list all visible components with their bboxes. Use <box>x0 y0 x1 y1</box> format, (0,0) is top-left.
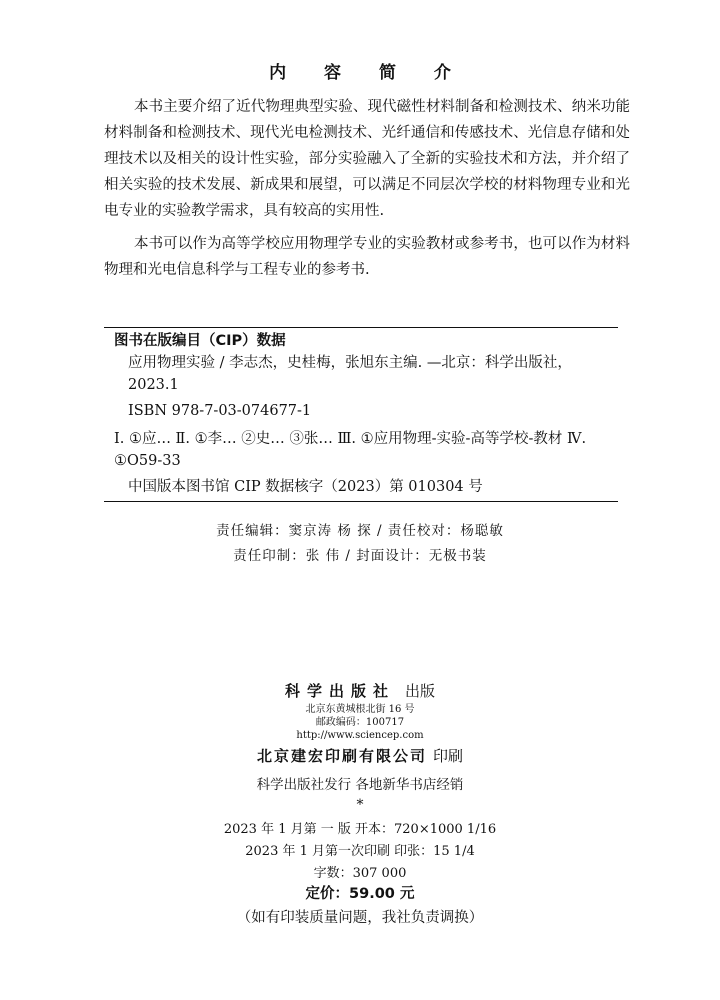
intro-paragraph-1: 本书主要介绍了近代物理典型实验、现代磁性材料制备和检测技术、纳米功能材料制备和检测技术、现代光电检测技术、光纤通信和传感技术、光信息存储和处理技术以及相关的设计性实验，部分实验融入了全新的实验技术和方法，并介绍了相关实验的技术发展、新成果和展望，可以满足不同层次学校的材料物理专业和光电专业的实验教学需求，具有较高的实用性. <box>104 99 630 219</box>
publisher-website: http://www.sciencep.com <box>296 730 424 741</box>
cip-record: 中国版本图书馆 CIP 数据核字（2023）第 010304 号 <box>128 479 483 495</box>
separator-star: * <box>356 797 364 813</box>
cip-isbn: ISBN 978-7-03-074677-1 <box>128 403 312 419</box>
edition-line: 2023 年 1 月第 一 版 开本：720×1000 1/16 <box>223 822 497 837</box>
printer-name: 北京建宏印刷有限公司 <box>256 747 427 765</box>
intro-paragraph-2: 本书可以作为高等学校应用物理学专业的实验教材或参考书，也可以作为材料物理和光电信息科学与工程专业的参考书. <box>104 236 630 278</box>
publisher-postcode: 邮政编码：100717 <box>315 717 405 728</box>
word-count: 字数：307 000 <box>313 866 407 881</box>
publisher-name: 科学出版社 <box>284 682 395 700</box>
distribution-line: 科学出版社发行 各地新华书店经销 <box>256 777 464 793</box>
publisher-suffix: 出版 <box>405 682 436 700</box>
printer-suffix: 印刷 <box>433 747 464 765</box>
cip-entry: 应用物理实验 / 李志杰，史桂梅，张旭东主编. —北京：科学出版社，2023.1 <box>128 355 572 393</box>
price: 定价：59.00 元 <box>305 886 415 902</box>
printing-line: 2023 年 1 月第一次印刷 印张：15 1/4 <box>245 844 475 859</box>
page-title: 内 容 简 介 <box>269 63 467 83</box>
credits-production: 责任印制：张 伟 / 封面设计：无极书装 <box>233 548 487 564</box>
quality-note: （如有印装质量问题，我社负责调换） <box>236 910 484 926</box>
publisher-address: 北京东黄城根北街 16 号 <box>305 704 415 715</box>
credits-editors: 责任编辑：窦京涛 杨 探 / 责任校对：杨聪敏 <box>216 523 504 539</box>
publisher-line <box>0 680 720 701</box>
cip-title: 图书在版编目（CIP）数据 <box>114 333 286 349</box>
printer-line <box>0 745 720 766</box>
cip-block <box>104 327 618 502</box>
cip-subjects: Ⅰ. ①应… Ⅱ. ①李… ②史… ③张… Ⅲ. ①应用物理-实验-高等学校-教材 Ⅳ. ①O59-33 <box>114 431 587 469</box>
